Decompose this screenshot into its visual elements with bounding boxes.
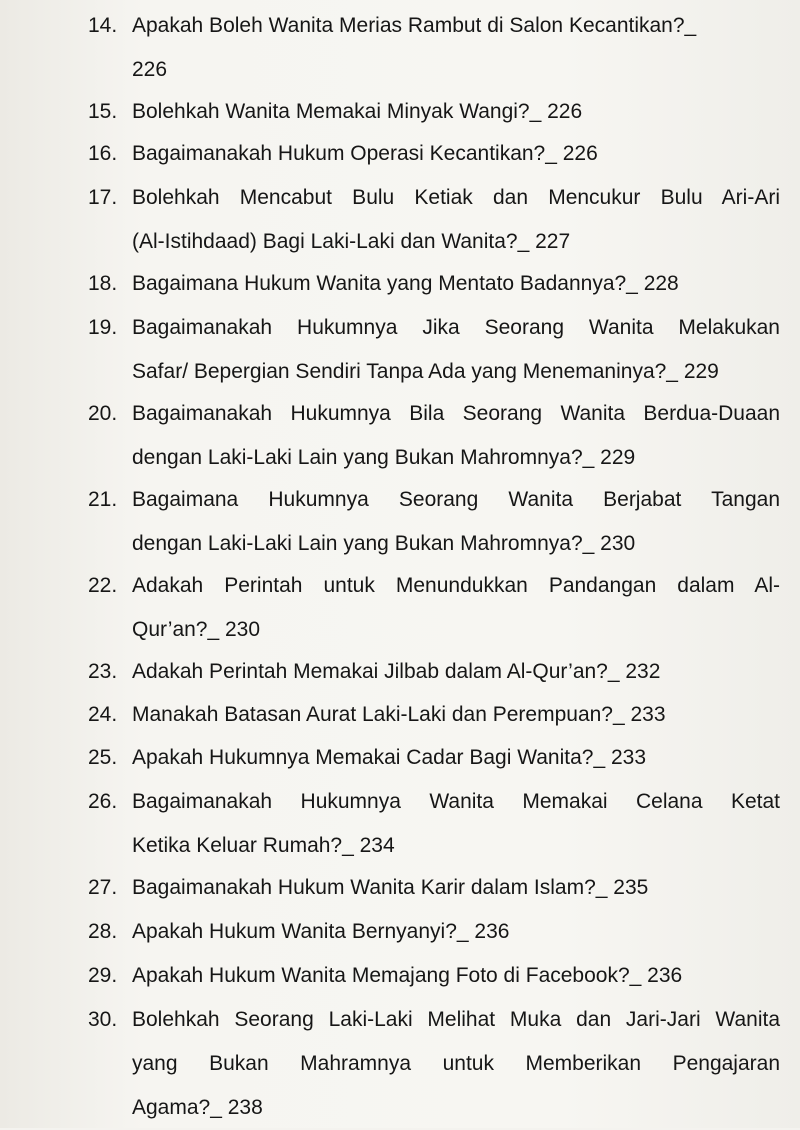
toc-entry-line: Apakah Hukum Wanita Memajang Foto di Facebook?_ 236 [132,964,683,987]
toc-entry-line: Bagaimanakah Hukum Operasi Kecantikan?_ 226 [132,142,598,165]
toc-entry-line: Bagaimana Hukum Wanita yang Mentato Badannya?_ 228 [132,272,679,295]
toc-entry-line: Bolehkah Wanita Memakai Minyak Wangi?_ 226 [132,100,583,123]
toc-entry-line: Bolehkah Seorang Laki-Laki Melihat Muka dan Jari-Jari Wanita [132,1008,780,1031]
toc-entry-line: (Al-Istihdaad) Bagi Laki-Laki dan Wanita?_ 227 [132,230,571,253]
toc-entry-line: Apakah Hukum Wanita Bernyanyi?_ 236 [132,920,510,943]
toc-entry-number: 20. [88,402,118,425]
toc-entry-number: 30. [88,1008,118,1031]
toc-entry-title [132,90,780,134]
toc-entry-title [132,564,780,652]
toc-entry-number: 22. [88,574,118,597]
toc-entry-line: Agama?_ 238 [132,1096,263,1119]
toc-entry-line: Bolehkah Mencabut Bulu Ketiak dan Mencukur Bulu Ari-Ari [132,186,780,209]
toc-entry-line: Bagaimanakah Hukumnya Wanita Memakai Celana Ketat [132,790,780,813]
toc-entry-line: dengan Laki-Laki Lain yang Bukan Mahromnya?_ 229 [132,446,636,469]
toc-entry-line: Manakah Batasan Aurat Laki-Laki dan Perempuan?_ 233 [132,703,666,726]
toc-entry-number: 26. [88,790,118,813]
toc-entry-line: Apakah Boleh Wanita Merias Rambut di Salon Kecantikan?_ [132,14,697,37]
toc-entry-title [132,910,780,954]
toc-entry-line: Apakah Hukumnya Memakai Cadar Bagi Wanita?_ 233 [132,746,646,769]
toc-entry-line: Qur’an?_ 230 [132,618,261,641]
toc-entry-number: 29. [88,964,118,987]
toc-entry-line: Bagaimanakah Hukumnya Jika Seorang Wanita Melakukan [132,316,780,339]
toc-entry-number: 18. [88,272,118,295]
toc-entry-line: Bagaimana Hukumnya Seorang Wanita Berjabat Tangan [132,488,780,511]
toc-entry-title [132,4,780,92]
toc-entry-line: Bagaimanakah Hukum Wanita Karir dalam Islam?_ 235 [132,876,649,899]
toc-entry-title [132,132,780,176]
toc-entry-number: 24. [88,703,118,726]
toc-entry-number: 23. [88,660,118,683]
toc-entry-title [132,954,780,998]
toc-entry-line: Ketika Keluar Rumah?_ 234 [132,834,395,857]
toc-entry-title [132,392,780,480]
toc-entry-title [132,650,780,694]
toc-entry-title [132,176,780,264]
toc-entry-number: 21. [88,488,118,511]
toc-entry-title [132,736,780,780]
toc-entry-line: Safar/ Bepergian Sendiri Tanpa Ada yang Menemaninya?_ 229 [132,360,719,383]
toc-entry-number: 27. [88,876,118,899]
toc-entry-title [132,780,780,868]
toc-entry-number: 19. [88,316,118,339]
toc-entry-line: 226 [132,58,168,81]
toc-entry-number: 17. [88,186,118,209]
toc-entry-line: Adakah Perintah untuk Menundukkan Pandangan dalam Al- [132,574,780,597]
toc-entry-number: 16. [88,142,118,165]
toc-entry-title [132,998,780,1130]
toc-entry-line: dengan Laki-Laki Lain yang Bukan Mahromnya?_ 230 [132,532,636,555]
toc-entry-number: 14. [88,14,118,37]
toc-entry-title [132,262,780,306]
toc-entry-number: 28. [88,920,118,943]
toc-entry-title [132,866,780,910]
toc-entry-line: Bagaimanakah Hukumnya Bila Seorang Wanita Berdua-Duaan [132,402,780,425]
toc-entry-number: 25. [88,746,118,769]
toc-entry-title [132,478,780,566]
toc-entry-number: 15. [88,100,118,123]
toc-entry-title [132,306,780,394]
toc-entry-title [132,693,780,737]
toc-entry-line: Adakah Perintah Memakai Jilbab dalam Al-Qur’an?_ 232 [132,660,661,683]
toc-entry-line: yang Bukan Mahramnya untuk Memberikan Pengajaran [132,1052,780,1075]
